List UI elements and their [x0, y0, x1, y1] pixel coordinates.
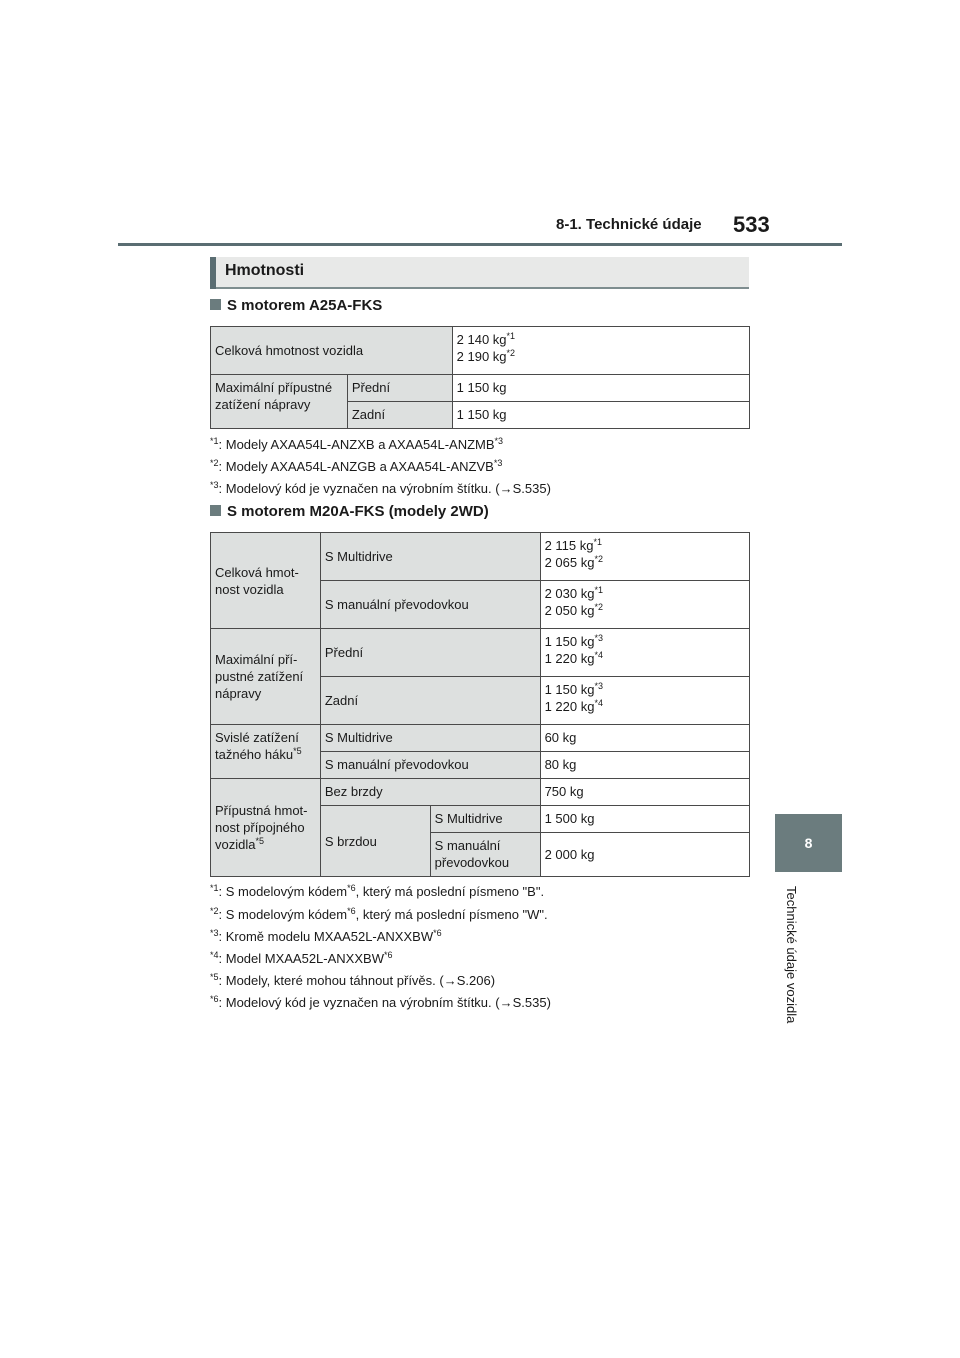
- value-text: 1 220 kg: [544, 699, 595, 714]
- footnote-ref: *4: [594, 698, 603, 708]
- footnote-ref: *3: [594, 681, 603, 691]
- subheading-a25a: [210, 297, 382, 314]
- axle-load-label: Maximální přípustné zatížení nápravy: [211, 375, 348, 429]
- table-row: [211, 327, 750, 375]
- value-text: 1 220 kg: [544, 651, 595, 666]
- vertical-load-label: [211, 725, 321, 779]
- footnote-mark: *2: [210, 906, 219, 916]
- footnote-ref: *6: [433, 928, 442, 938]
- manual-label: S manuální převodovkou: [320, 752, 540, 779]
- no-brakes-label: Bez brzdy: [320, 779, 540, 806]
- front-axle-value: 1 150 kg: [452, 375, 749, 402]
- value-text: 1 150 kg: [544, 682, 595, 697]
- no-brakes-value: 750 kg: [540, 779, 749, 806]
- rear-axle-value: 1 150 kg: [452, 402, 749, 429]
- footnote-ref: *5: [293, 746, 302, 756]
- rear-axle-label: Zadní: [347, 402, 452, 429]
- value-text: 2 115 kg: [544, 538, 594, 553]
- subheading-m20a: [210, 503, 489, 520]
- footnote-text: : S modelovým kódem: [218, 907, 348, 922]
- rear-axle-values: [540, 677, 749, 725]
- value-text: 2 140 kg: [456, 332, 507, 347]
- footnote-text: : Modely, které mohou táhnout přívěs. (: [218, 973, 444, 988]
- section-title-bar: [210, 257, 216, 289]
- header-rule: [118, 243, 842, 246]
- total-weight-values: [452, 327, 749, 375]
- value-text: 1 150 kg: [544, 634, 595, 649]
- square-bullet-icon: [210, 505, 221, 516]
- footnote: [210, 481, 551, 496]
- square-bullet-icon: [210, 299, 221, 310]
- page-link[interactable]: S.535): [512, 481, 551, 496]
- value-text: 2 050 kg: [544, 603, 595, 618]
- table-row: [211, 779, 750, 806]
- footnote-ref: *2: [594, 602, 603, 612]
- multidrive-values: [540, 533, 749, 581]
- value-text: 2 190 kg: [456, 349, 507, 364]
- section-title: Hmotnosti: [225, 262, 305, 279]
- footnote-ref: *2: [506, 348, 516, 358]
- footnote-ref: *3: [594, 633, 603, 643]
- footnote: [210, 995, 551, 1010]
- value-text: 2 065 kg: [544, 555, 595, 570]
- footnote-mark: *1: [210, 436, 219, 446]
- with-brakes-label: S brzdou: [320, 806, 430, 877]
- footnote-text: : Model MXAA52L-ANXXBW: [218, 951, 384, 966]
- section-header: 8-1. Technické údaje: [556, 216, 702, 233]
- arrow-right-icon: →: [443, 973, 457, 988]
- footnote: [210, 437, 503, 452]
- footnote-mark: *4: [210, 950, 219, 960]
- footnote-ref: *4: [594, 650, 603, 660]
- chapter-label: Technické údaje vozidla: [784, 886, 799, 1024]
- footnote-mark: *2: [210, 458, 219, 468]
- footnote-ref: *5: [255, 836, 264, 846]
- footnote-ref: *2: [594, 554, 603, 564]
- footnote-text: : Modelový kód je vyznačen na výrobním štítku. (: [218, 995, 500, 1010]
- footnote-ref: *6: [347, 883, 356, 893]
- front-axle-label: Přední: [320, 629, 540, 677]
- vertical-md-value: 60 kg: [540, 725, 749, 752]
- footnote-text: : Kromě modelu MXAA52L-ANXXBW: [218, 929, 434, 944]
- chapter-tab[interactable]: 8: [775, 814, 842, 872]
- brakes-md-label: S Multidrive: [430, 806, 540, 833]
- manual-values: [540, 581, 749, 629]
- footnote: [210, 884, 544, 899]
- brakes-mt-value: 2 000 kg: [540, 833, 749, 877]
- footnote-text: : S modelovým kódem: [218, 884, 348, 899]
- multidrive-label: S Multidrive: [320, 725, 540, 752]
- subheading-m20a-text: S motorem M20A-FKS (modely 2WD): [227, 503, 489, 520]
- page-link[interactable]: S.206): [456, 973, 496, 988]
- total-weight-label: Celková hmot-nost vozidla: [211, 533, 321, 629]
- footnote-ref: *1: [594, 585, 603, 595]
- footnote-text: : Modely AXAA54L-ANZXB a AXAA54L-ANZMB: [218, 437, 495, 452]
- brakes-md-value: 1 500 kg: [540, 806, 749, 833]
- brakes-mt-label: S manuální převodovkou: [430, 833, 540, 877]
- footnote-mark: *1: [210, 883, 219, 893]
- footnote-ref: *6: [347, 906, 356, 916]
- subheading-a25a-text: S motorem A25A-FKS: [227, 297, 383, 314]
- table-row: [211, 375, 750, 402]
- label-text: Svislé zatížení tažného háku: [215, 730, 299, 762]
- footnote-mark: *6: [210, 994, 219, 1004]
- footnote-ref: *1: [593, 537, 602, 547]
- weights-table-a25a: [210, 326, 750, 429]
- footnote-ref: *3: [494, 436, 504, 446]
- footnote-text: , který má poslední písmeno "W".: [355, 907, 548, 922]
- table-row: [211, 533, 750, 581]
- front-axle-label: Přední: [347, 375, 452, 402]
- vertical-mt-value: 80 kg: [540, 752, 749, 779]
- footnote-mark: *5: [210, 972, 219, 982]
- page-link[interactable]: S.535): [512, 995, 551, 1010]
- footnote-ref: *3: [493, 458, 503, 468]
- footnote: [210, 459, 502, 474]
- footnote: [210, 907, 548, 922]
- footnote-text: : Modely AXAA54L-ANZGB a AXAA54L-ANZVB: [218, 459, 494, 474]
- footnote-text: : Modelový kód je vyznačen na výrobním štítku. (: [218, 481, 500, 496]
- table-row: [211, 629, 750, 677]
- footnote-text: , který má poslední písmeno "B".: [355, 884, 545, 899]
- footnote-mark: *3: [210, 928, 219, 938]
- section-title-box: [210, 257, 749, 289]
- multidrive-label: S Multidrive: [320, 533, 540, 581]
- page-number: 533: [733, 212, 770, 237]
- manual-label: S manuální převodovkou: [320, 581, 540, 629]
- weights-table-m20a: [210, 532, 750, 877]
- arrow-right-icon: →: [499, 995, 513, 1010]
- footnote-ref: *1: [506, 331, 516, 341]
- table-row: [211, 725, 750, 752]
- total-weight-label: Celková hmotnost vozidla: [211, 327, 453, 375]
- value-text: 2 030 kg: [544, 586, 595, 601]
- footnote: [210, 929, 442, 944]
- front-axle-values: [540, 629, 749, 677]
- trailer-weight-label: [211, 779, 321, 877]
- axle-load-label: Maximální pří-pustné zatížení nápravy: [211, 629, 321, 725]
- footnote-ref: *6: [383, 950, 393, 960]
- footnote-mark: *3: [210, 480, 219, 490]
- arrow-right-icon: →: [499, 481, 513, 496]
- rear-axle-label: Zadní: [320, 677, 540, 725]
- footnote: [210, 951, 392, 966]
- label-text: Přípustná hmot-nost přípojného vozidla: [215, 803, 308, 852]
- footnote: [210, 973, 495, 988]
